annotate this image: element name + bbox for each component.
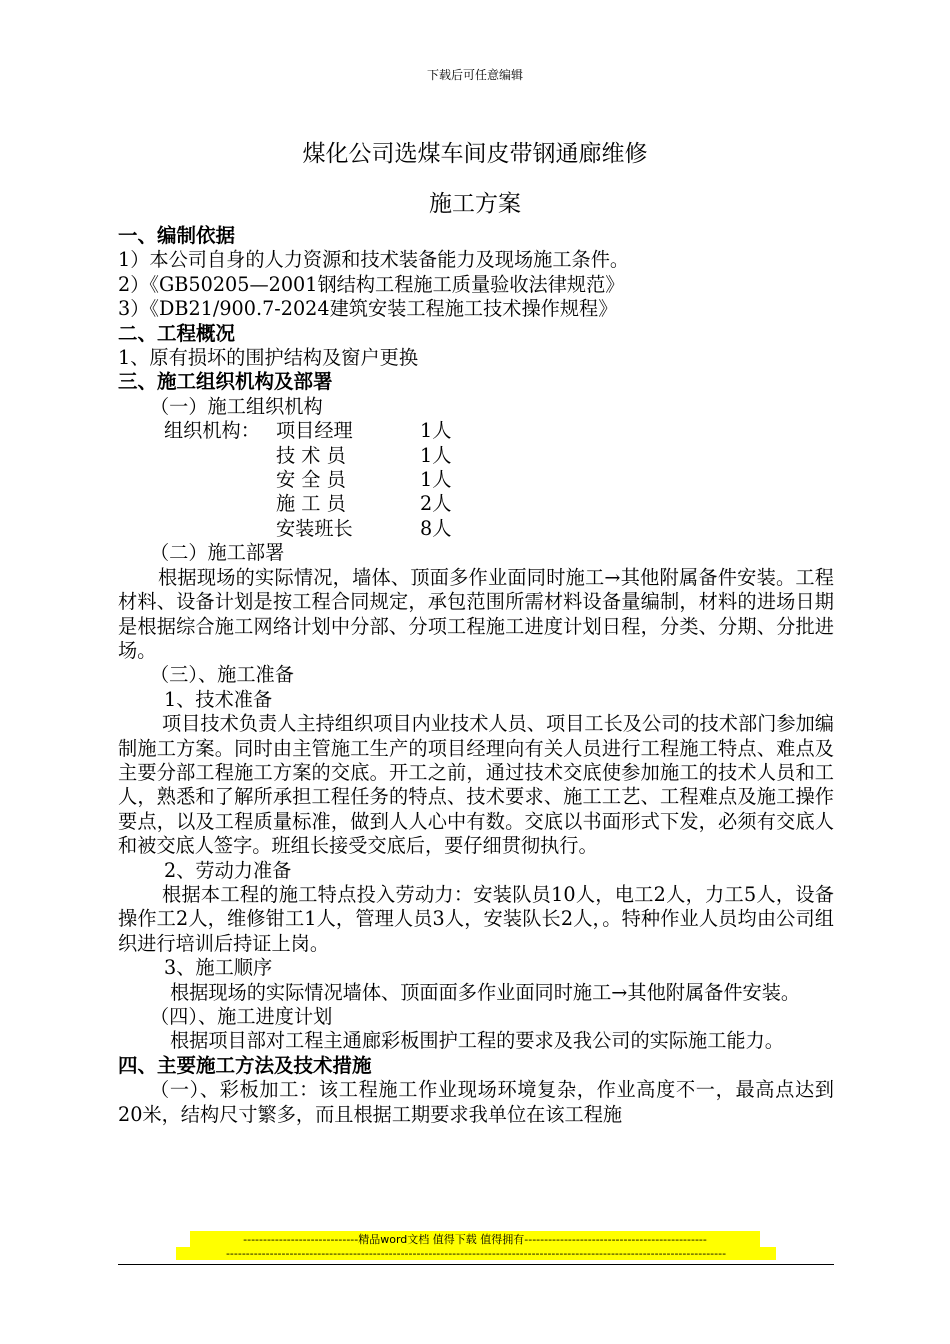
paragraph: 项目技术负责人主持组织项目内业技术人员、项目工长及公司的技术部门参加编制施工方案。同时由主管施工生产的项目经理向有关人员进行工程施工特点、难点及主要分部工程施工方案的交底。开工之前，通过技术交底使参加施工的技术人员和工人，熟悉和了解所承担工程任务的特点、技术要求、施工工艺、工程难点及施工操作要点，以及工程质量标准，做到人人心中有数。交底以书面形式下发，必须有交底人和被交底人签字。班组长接受交底后，要仔细贯彻执行。 <box>118 712 834 858</box>
org-role: 项目经理 <box>276 419 353 443</box>
header-note: 下载后可任意编辑 <box>426 68 523 82</box>
org-role: 技 术 员 <box>276 443 346 467</box>
org-count: 1人 <box>420 468 452 492</box>
paragraph: 根据现场的实际情况，墙体、顶面多作业面同时施工→其他附属备件安装。工程材料、设备计划是按工程合同规定，承包范围所需材料设备量编制，材料的进场日期是根据综合施工网络计划中分部、分项工程施工进度计划日程，分类、分期、分批进场。 <box>118 565 834 662</box>
doc-subtitle: 施工方案 <box>429 191 521 217</box>
org-label: 组织机构： <box>164 419 260 443</box>
org-row <box>118 444 834 468</box>
org-role: 施 工 员 <box>276 492 346 516</box>
subsection-heading: （一）施工组织机构 <box>150 394 323 418</box>
paragraph: 根据本工程的施工特点投入劳动力：安装队员10人，电工2人，力工5人，设备操作工2人，维修钳工1人，管理人员3人，安装队长2人，。特种作业人员均由公司组织进行培训后持证上岗。 <box>118 882 834 955</box>
org-role: 安 全 员 <box>276 468 346 492</box>
section-heading: 四、主要施工方法及技术措施 <box>118 1053 372 1077</box>
paragraph: 根据项目部对工程主通廊彩板围护工程的要求及我公司的实际施工能力。 <box>170 1029 784 1053</box>
org-count: 1人 <box>420 419 452 443</box>
list-item: 2）《GB50205—2001钢结构工程施工质量验收法律规范》 <box>118 272 625 296</box>
list-item: 3）《DB21/900.7-2024建筑安装工程施工技术操作规程》 <box>118 297 618 321</box>
document-body <box>118 224 834 1127</box>
subsection-heading: （三）、施工准备 <box>150 663 294 687</box>
org-count: 8人 <box>420 516 452 540</box>
org-count: 2人 <box>420 492 452 516</box>
item-heading: 1、技术准备 <box>164 687 273 711</box>
section-heading: 三、施工组织机构及部署 <box>118 370 333 394</box>
org-count: 1人 <box>420 443 452 467</box>
list-item: 1、原有损坏的围护结构及窗户更换 <box>118 346 419 370</box>
org-row <box>118 419 834 443</box>
paragraph: （一）、彩板加工：该工程施工作业现场环境复杂，作业高度不一，最高点达到20米，结构尺寸繁多，而且根据工期要求我单位在该工程施 <box>118 1078 834 1126</box>
section-heading: 一、编制依据 <box>118 224 236 247</box>
doc-title: 煤化公司选煤车间皮带钢通廊维修 <box>302 141 648 167</box>
org-row <box>118 517 834 541</box>
paragraph: 根据现场的实际情况墙体、顶面面多作业面同时施工→其他附属备件安装。 <box>170 980 801 1004</box>
footer-banner: -----------------------------精品word文档 值得下载 值得拥有---------------------------------------------- <box>190 1231 760 1247</box>
subsection-heading: （二）施工部署 <box>150 541 285 565</box>
org-role: 安装班长 <box>276 516 353 540</box>
subsection-heading: （四）、施工进度计划 <box>150 1005 333 1028</box>
section-heading: 二、工程概况 <box>118 321 236 345</box>
org-row <box>118 492 834 516</box>
org-row <box>118 468 834 492</box>
footer-dashes: ------------------------------------------------------------------------------------------------------------------------------ <box>176 1247 776 1260</box>
item-heading: 3、施工顺序 <box>164 956 273 980</box>
item-heading: 2、劳动力准备 <box>164 858 292 882</box>
list-item: 1）本公司自身的人力资源和技术装备能力及现场施工条件。 <box>118 248 630 272</box>
footer-rule <box>118 1264 834 1265</box>
